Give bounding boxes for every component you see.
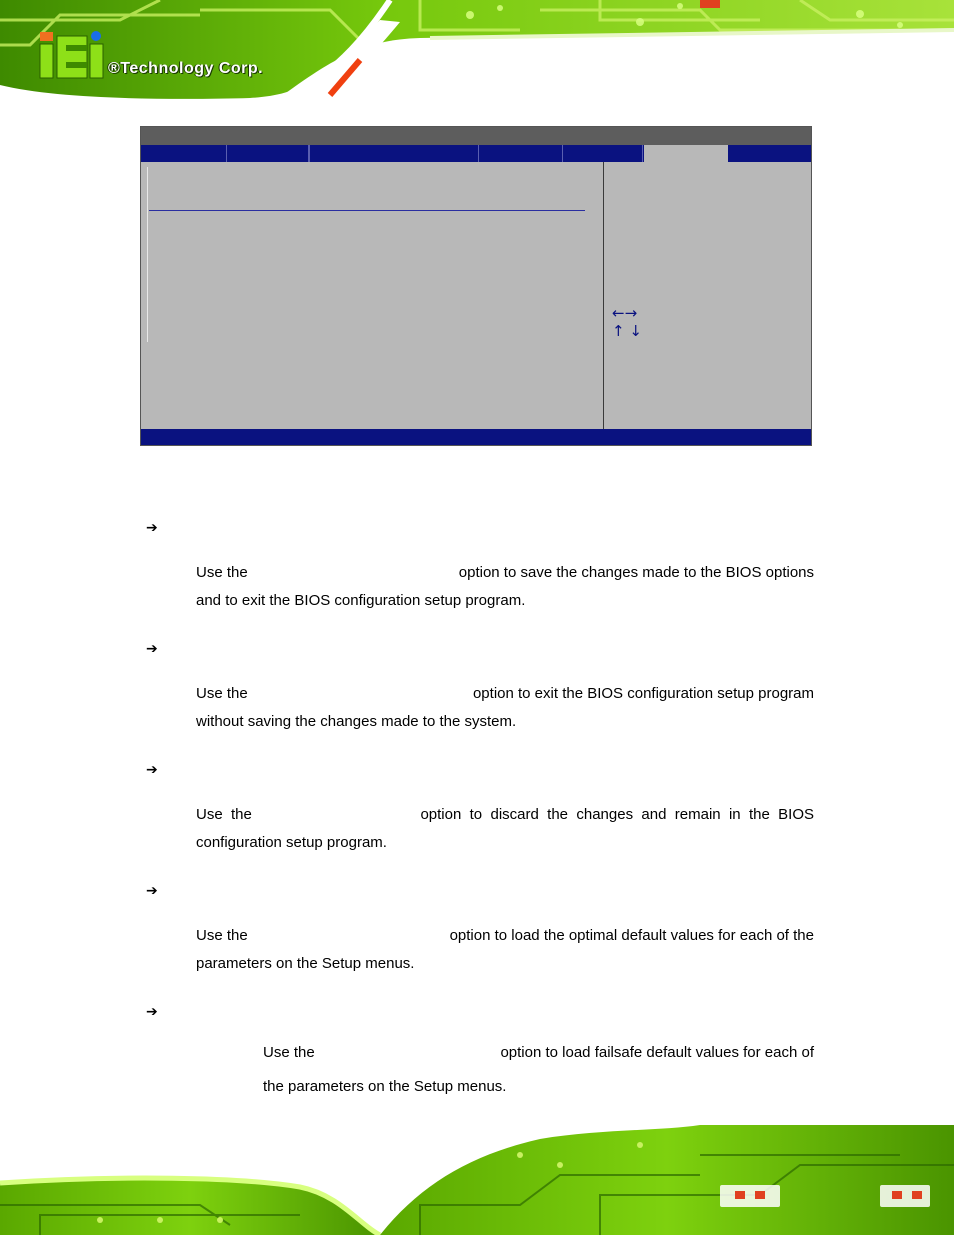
bullet-arrow-icon: ➔ <box>146 762 158 778</box>
bios-exit-menu-screenshot <box>140 126 812 446</box>
left-right-arrows-icon: ←→ <box>612 304 638 322</box>
circuit-board-graphic <box>0 0 954 112</box>
bullet-arrow-icon: ➔ <box>146 1004 158 1020</box>
bios-help-panel <box>604 162 811 430</box>
section-paragraph <box>196 922 814 978</box>
paragraph-text: option to discard the changes and remain in the BIOS <box>420 806 814 823</box>
bios-menu-bar <box>141 145 811 162</box>
bios-tab-advanced <box>227 145 309 162</box>
page-header-banner <box>0 0 954 112</box>
paragraph-text: configuration setup program. <box>196 834 387 851</box>
section-paragraph <box>196 801 814 857</box>
paragraph-text: Use the <box>196 564 248 581</box>
paragraph-text: parameters on the Setup menus. <box>196 955 415 972</box>
up-down-arrows-icon: ↑ ↓ <box>612 322 642 340</box>
paragraph-text: Use the <box>196 806 252 823</box>
paragraph-text: Use the <box>196 685 248 702</box>
company-name: ®Technology Corp. <box>108 60 264 77</box>
paragraph-text: option to exit the BIOS configuration setup program <box>472 685 814 702</box>
section-paragraph <box>196 559 814 615</box>
paragraph-text: option to save the changes made to the BIOS options <box>458 564 814 581</box>
bios-tab-pcipnp <box>309 145 479 162</box>
bullet-arrow-icon: ➔ <box>146 520 158 536</box>
bios-tab-exit <box>644 145 728 162</box>
bios-status-bar <box>141 429 811 445</box>
circuit-board-graphic <box>0 1125 954 1235</box>
bullet-arrow-icon: ➔ <box>146 641 158 657</box>
bios-tab-main <box>141 145 227 162</box>
paragraph-text: the parameters on the Setup menus. <box>263 1078 507 1095</box>
iei-logo-icon <box>38 30 108 82</box>
paragraph-text: Use the <box>263 1044 315 1061</box>
paragraph-text: option to load the optimal default values for each of the <box>449 927 814 944</box>
bios-title-bar <box>141 127 811 145</box>
page-footer-banner <box>0 1125 954 1235</box>
bios-tab-boot <box>479 145 563 162</box>
section-paragraph <box>196 680 814 736</box>
paragraph-text: Use the <box>196 927 248 944</box>
bios-options-panel <box>147 167 598 342</box>
bullet-arrow-icon: ➔ <box>146 883 158 899</box>
paragraph-text: and to exit the BIOS configuration setup program. <box>196 592 526 609</box>
bios-separator-line <box>149 210 585 211</box>
paragraph-text: without saving the changes made to the system. <box>196 713 517 730</box>
bios-tab-security <box>563 145 643 162</box>
paragraph-text: option to load failsafe default values for each of <box>500 1044 814 1061</box>
section-paragraph <box>263 1036 814 1104</box>
bios-nav-keys <box>612 304 642 340</box>
